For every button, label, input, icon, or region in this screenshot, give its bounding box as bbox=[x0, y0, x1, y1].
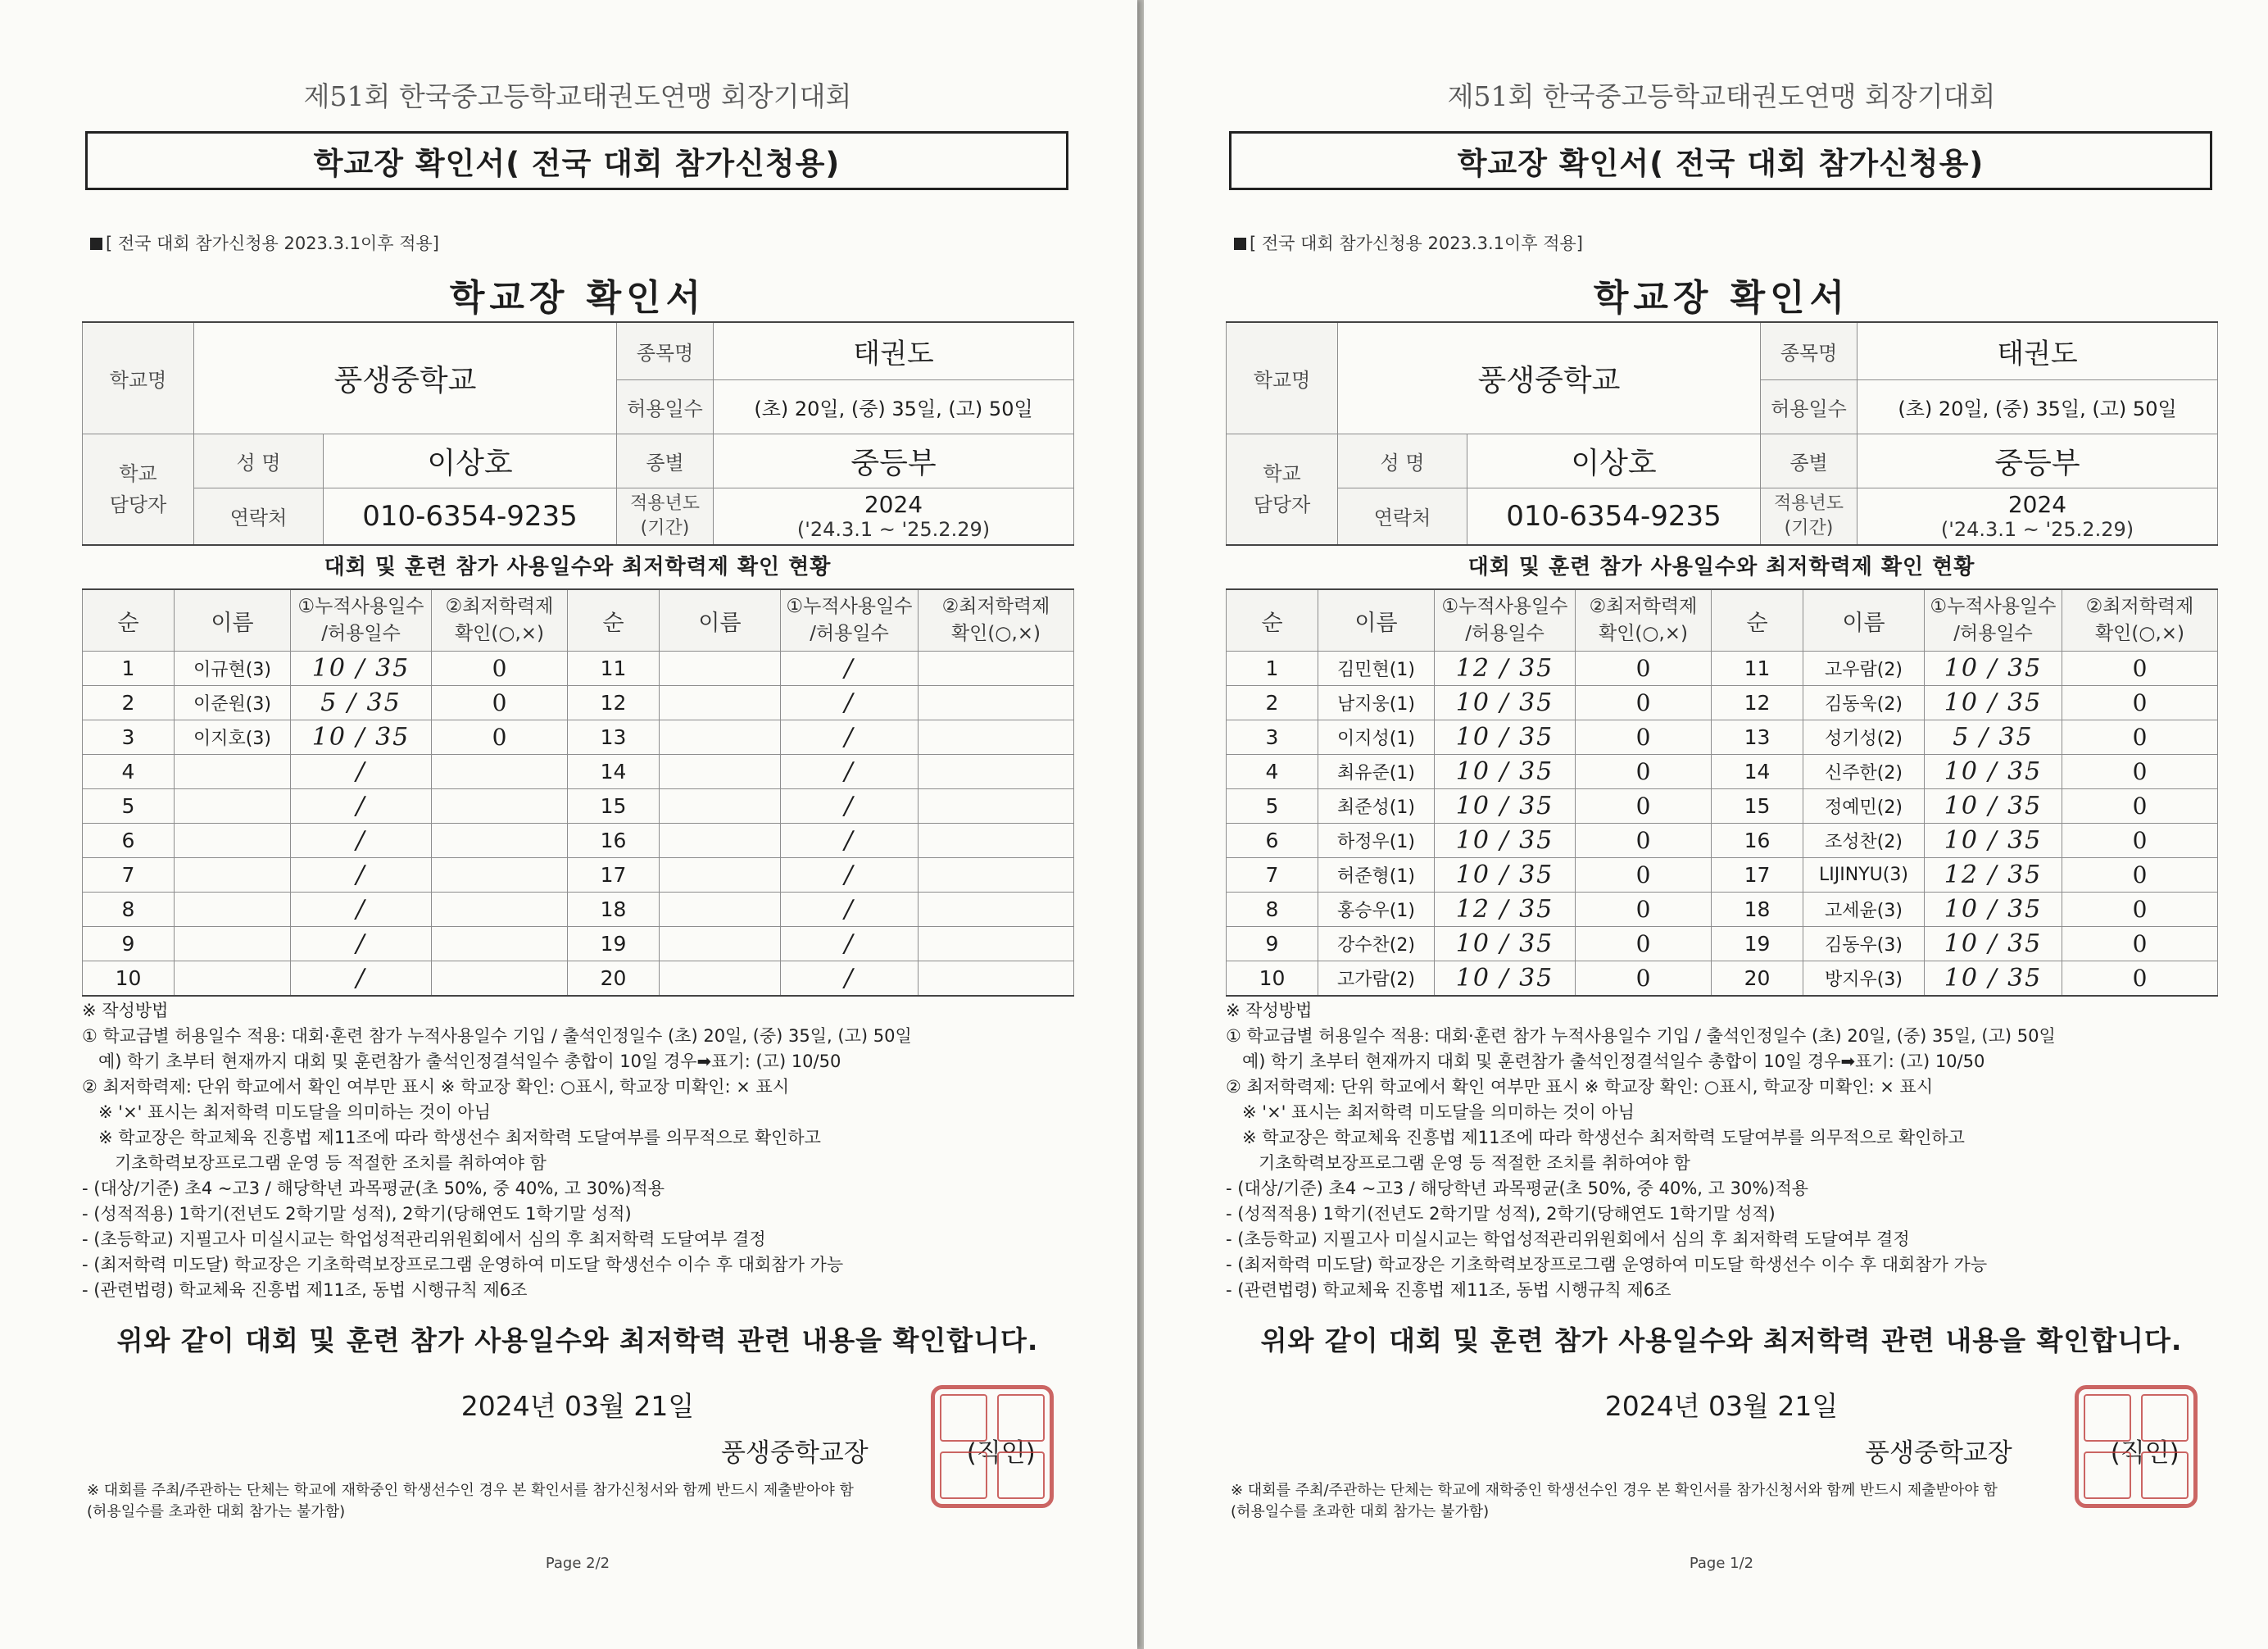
academic-check: 0 bbox=[1576, 652, 1712, 686]
col-min-academic: ②최저학력제 확인(○,×) bbox=[2062, 589, 2218, 652]
school-name-value: 풍생중학교 bbox=[1338, 322, 1761, 434]
row-no: 5 bbox=[83, 789, 175, 824]
table-row bbox=[83, 720, 1074, 755]
days-used: 10 / 35 bbox=[1435, 720, 1576, 755]
row-no: 3 bbox=[83, 720, 175, 755]
instruction-line: ※ '×' 표시는 최저학력 미도달을 의미하는 것이 아님 bbox=[82, 1102, 491, 1122]
year-value: 2024 ('24.3.1 ~ '25.2.29) bbox=[714, 488, 1074, 545]
table-row bbox=[1227, 824, 2218, 858]
athlete-name bbox=[175, 893, 291, 927]
days-used: 10 / 35 bbox=[1925, 789, 2062, 824]
table-row bbox=[83, 961, 1074, 997]
row-no: 1 bbox=[83, 652, 175, 686]
athlete-name: 이지성(1) bbox=[1318, 720, 1435, 755]
days-used: / bbox=[291, 893, 432, 927]
table-row bbox=[1227, 720, 2218, 755]
athlete-name: 고세윤(3) bbox=[1803, 893, 1925, 927]
row-no: 11 bbox=[1712, 652, 1803, 686]
athlete-name bbox=[175, 755, 291, 789]
days-used: 10 / 35 bbox=[1925, 652, 2062, 686]
roster-table bbox=[82, 588, 1074, 997]
days-used: 10 / 35 bbox=[1925, 961, 2062, 997]
athlete-name: 김동욱(2) bbox=[1803, 686, 1925, 720]
instructions bbox=[82, 998, 1082, 1303]
athlete-name: 하정우(1) bbox=[1318, 824, 1435, 858]
row-no: 10 bbox=[83, 961, 175, 997]
days-used: / bbox=[781, 927, 919, 961]
athlete-name: 이준원(3) bbox=[175, 686, 291, 720]
instruction-line: - (초등학교) 지필고사 미실시교는 학업성적관리위원회에서 심의 후 최저학력 도달여부 결정 bbox=[1226, 1229, 1910, 1249]
academic-check: 0 bbox=[1576, 824, 1712, 858]
academic-check: 0 bbox=[432, 720, 568, 755]
sport-value: 태권도 bbox=[1857, 322, 2218, 379]
athlete-name: 남지웅(1) bbox=[1318, 686, 1435, 720]
row-no: 3 bbox=[1227, 720, 1318, 755]
confirmation-statement: 위와 같이 대회 및 훈련 참가 사용일수와 최저학력 관련 내용을 확인합니다. bbox=[1260, 1324, 2183, 1356]
days-used: 10 / 35 bbox=[1435, 961, 1576, 997]
days-used: / bbox=[781, 893, 919, 927]
instruction-line: ① 학교급별 허용일수 적용: 대회·훈련 참가 누적사용일수 기입 / 출석인정일수 (초) 20일, (중) 35일, (고) 50일 bbox=[82, 1026, 912, 1046]
academic-check bbox=[919, 652, 1074, 686]
instruction-line: - (최저학력 미도달) 학교장은 기초학력보장프로그램 운영하여 미도달 학생선수 이수 후 대회참가 가능 bbox=[82, 1255, 844, 1274]
athlete-name: 김동우(3) bbox=[1803, 927, 1925, 961]
roster-header-row bbox=[1227, 589, 2218, 652]
col-days-used: ①누적사용일수 /허용일수 bbox=[781, 589, 919, 652]
table-row bbox=[1227, 755, 2218, 789]
square-bullet-icon bbox=[1234, 238, 1246, 250]
instruction-line: ※ 학교장은 학교체육 진흥법 제11조에 따라 학생선수 최저학력 도달여부를 의무적으로 확인하고 bbox=[82, 1128, 821, 1147]
allowed-days-value: (초) 20일, (중) 35일, (고) 50일 bbox=[714, 379, 1074, 434]
academic-check bbox=[919, 720, 1074, 755]
table-row bbox=[83, 893, 1074, 927]
instruction-line: - (관련법령) 학교체육 진흥법 제11조, 동법 시행규칙 제6조 bbox=[82, 1280, 528, 1300]
row-no: 13 bbox=[1712, 720, 1803, 755]
table-row bbox=[83, 652, 1074, 686]
academic-check bbox=[432, 927, 568, 961]
academic-check: 0 bbox=[1576, 961, 1712, 997]
school-name-label: 학교명 bbox=[1227, 322, 1338, 434]
athlete-name: 조성찬(2) bbox=[1803, 824, 1925, 858]
athlete-name bbox=[660, 720, 781, 755]
sport-value: 태권도 bbox=[714, 322, 1074, 379]
table-row bbox=[1227, 858, 2218, 893]
athlete-name: LIJINYU(3) bbox=[1803, 858, 1925, 893]
days-used: 10 / 35 bbox=[1435, 755, 1576, 789]
instruction-line: ※ 작성방법 bbox=[82, 1001, 169, 1020]
col-min-academic: ②최저학력제 확인(○,×) bbox=[1576, 589, 1712, 652]
athlete-name: 고가람(2) bbox=[1318, 961, 1435, 997]
instruction-line: - (관련법령) 학교체육 진흥법 제11조, 동법 시행규칙 제6조 bbox=[1226, 1280, 1672, 1300]
row-no: 9 bbox=[1227, 927, 1318, 961]
athlete-name bbox=[660, 755, 781, 789]
days-used: / bbox=[781, 858, 919, 893]
days-used: / bbox=[291, 755, 432, 789]
form-version-note: [ 전국 대회 참가신청용 2023.3.1이후 적용] bbox=[1234, 230, 1583, 255]
col-days-used: ①누적사용일수 /허용일수 bbox=[291, 589, 432, 652]
athlete-name: 고우람(2) bbox=[1803, 652, 1925, 686]
academic-check: 0 bbox=[2062, 652, 2218, 686]
academic-check: 0 bbox=[1576, 686, 1712, 720]
academic-check bbox=[919, 858, 1074, 893]
academic-check: 0 bbox=[2062, 824, 2218, 858]
academic-check bbox=[919, 927, 1074, 961]
row-no: 12 bbox=[568, 686, 660, 720]
athlete-name: 정예민(2) bbox=[1803, 789, 1925, 824]
athlete-name bbox=[660, 858, 781, 893]
academic-check: 0 bbox=[1576, 858, 1712, 893]
staff-name-value: 이상호 bbox=[324, 434, 617, 488]
row-no: 20 bbox=[568, 961, 660, 997]
athlete-name bbox=[175, 858, 291, 893]
row-no: 7 bbox=[1227, 858, 1318, 893]
athlete-name: 허준형(1) bbox=[1318, 858, 1435, 893]
staff-name-value: 이상호 bbox=[1467, 434, 1761, 488]
contact-label: 연락처 bbox=[194, 488, 324, 545]
academic-check: 0 bbox=[2062, 789, 2218, 824]
days-used: 10 / 35 bbox=[1925, 824, 2062, 858]
roster-subheading: 대회 및 훈련 참가 사용일수와 최저학력제 확인 현황 bbox=[1467, 555, 1975, 579]
academic-check bbox=[919, 755, 1074, 789]
principal-signature: 풍생중학교장 (직인) bbox=[1865, 1438, 2180, 1468]
table-row bbox=[1227, 686, 2218, 720]
sport-label: 종목명 bbox=[1761, 322, 1857, 379]
allowed-days-label: 허용일수 bbox=[617, 379, 714, 434]
athlete-name: 김민현(1) bbox=[1318, 652, 1435, 686]
athlete-name: 이규현(3) bbox=[175, 652, 291, 686]
page-number: Page 1/2 bbox=[1689, 1555, 1754, 1572]
days-used: 10 / 35 bbox=[1435, 824, 1576, 858]
row-no: 17 bbox=[568, 858, 660, 893]
table-row bbox=[83, 858, 1074, 893]
academic-check bbox=[919, 961, 1074, 997]
instruction-line: - (최저학력 미도달) 학교장은 기초학력보장프로그램 운영하여 미도달 학생선수 이수 후 대회참가 가능 bbox=[1226, 1255, 1988, 1274]
days-used: 10 / 35 bbox=[1925, 893, 2062, 927]
athlete-name bbox=[660, 789, 781, 824]
roster-header-row bbox=[83, 589, 1074, 652]
academic-check: 0 bbox=[2062, 686, 2218, 720]
days-used: 10 / 35 bbox=[1435, 927, 1576, 961]
row-no: 4 bbox=[83, 755, 175, 789]
academic-check: 0 bbox=[432, 686, 568, 720]
roster-table bbox=[1226, 588, 2218, 997]
days-used: / bbox=[291, 858, 432, 893]
table-row bbox=[83, 755, 1074, 789]
athlete-name: 강수찬(2) bbox=[1318, 927, 1435, 961]
athlete-name bbox=[660, 824, 781, 858]
days-used: 10 / 35 bbox=[1925, 686, 2062, 720]
athlete-name: 방지우(3) bbox=[1803, 961, 1925, 997]
col-name: 이름 bbox=[660, 589, 781, 652]
year-label: 적용년도 (기간) bbox=[617, 488, 714, 545]
instruction-line: ※ 작성방법 bbox=[1226, 1001, 1313, 1020]
footer-note: ※ 대회를 주최/주관하는 단체는 학교에 재학중인 학생선수인 경우 본 확인서를 참가신청서와 함께 반드시 제출받아야 함 (허용일수를 초과한 대회 참가는 불가함) bbox=[87, 1482, 854, 1520]
days-used: / bbox=[781, 720, 919, 755]
days-used: / bbox=[291, 824, 432, 858]
signature-date: 2024년 03월 21일 bbox=[460, 1390, 695, 1422]
athlete-name: 최유준(1) bbox=[1318, 755, 1435, 789]
seal-label: (직인) bbox=[966, 1438, 1036, 1468]
contact-value: 010-6354-9235 bbox=[324, 488, 617, 545]
table-row bbox=[1227, 893, 2218, 927]
instruction-line: 기초학력보장프로그램 운영 등 적절한 조치를 취하여야 함 bbox=[1226, 1153, 1690, 1173]
athlete-name: 성기성(2) bbox=[1803, 720, 1925, 755]
row-no: 6 bbox=[83, 824, 175, 858]
col-days-used: ①누적사용일수 /허용일수 bbox=[1925, 589, 2062, 652]
days-used: 5 / 35 bbox=[291, 686, 432, 720]
days-used: 5 / 35 bbox=[1925, 720, 2062, 755]
days-used: / bbox=[781, 789, 919, 824]
days-used: 12 / 35 bbox=[1925, 858, 2062, 893]
athlete-name bbox=[175, 961, 291, 997]
school-info-table bbox=[82, 321, 1074, 546]
table-row bbox=[1227, 652, 2218, 686]
days-used: 10 / 35 bbox=[1925, 927, 2062, 961]
col-name: 이름 bbox=[1318, 589, 1435, 652]
year-value: 2024 ('24.3.1 ~ '25.2.29) bbox=[1857, 488, 2218, 545]
col-no: 순 bbox=[1712, 589, 1803, 652]
instruction-line: ① 학교급별 허용일수 적용: 대회·훈련 참가 누적사용일수 기입 / 출석인정일수 (초) 20일, (중) 35일, (고) 50일 bbox=[1226, 1026, 2056, 1046]
athlete-name bbox=[175, 927, 291, 961]
days-used: 10 / 35 bbox=[291, 720, 432, 755]
seal-label: (직인) bbox=[2110, 1438, 2180, 1468]
athlete-name: 이지호(3) bbox=[175, 720, 291, 755]
instruction-line: 예) 학기 초부터 현재까지 대회 및 훈련참가 출석인정결석일수 총합이 10일 경우➡표기: (고) 10/50 bbox=[1226, 1052, 1985, 1071]
instruction-line: - (성적적용) 1학기(전년도 2학기말 성적), 2학기(당해연도 1학기말 성적) bbox=[82, 1204, 632, 1224]
contact-label: 연락처 bbox=[1338, 488, 1467, 545]
days-used: 10 / 35 bbox=[291, 652, 432, 686]
days-used: / bbox=[781, 755, 919, 789]
days-used: / bbox=[291, 961, 432, 997]
row-no: 8 bbox=[1227, 893, 1318, 927]
col-name: 이름 bbox=[175, 589, 291, 652]
col-days-used: ①누적사용일수 /허용일수 bbox=[1435, 589, 1576, 652]
row-no: 6 bbox=[1227, 824, 1318, 858]
division-value: 중등부 bbox=[1857, 434, 2218, 488]
footer-note: ※ 대회를 주최/주관하는 단체는 학교에 재학중인 학생선수인 경우 본 확인서를 참가신청서와 함께 반드시 제출받아야 함 (허용일수를 초과한 대회 참가는 불가함) bbox=[1231, 1482, 1998, 1520]
academic-check: 0 bbox=[1576, 789, 1712, 824]
days-used: 10 / 35 bbox=[1435, 789, 1576, 824]
academic-check: 0 bbox=[2062, 927, 2218, 961]
table-row bbox=[83, 789, 1074, 824]
row-no: 13 bbox=[568, 720, 660, 755]
row-no: 19 bbox=[1712, 927, 1803, 961]
academic-check: 0 bbox=[2062, 893, 2218, 927]
academic-check bbox=[432, 858, 568, 893]
academic-check: 0 bbox=[432, 652, 568, 686]
instruction-line: ※ '×' 표시는 최저학력 미도달을 의미하는 것이 아님 bbox=[1226, 1102, 1635, 1122]
sport-label: 종목명 bbox=[617, 322, 714, 379]
academic-check bbox=[919, 893, 1074, 927]
row-no: 10 bbox=[1227, 961, 1318, 997]
athlete-name bbox=[175, 789, 291, 824]
form-title: 학교장 확인서( 전국 대회 참가신청용) bbox=[85, 131, 1068, 190]
col-min-academic: ②최저학력제 확인(○,×) bbox=[432, 589, 568, 652]
form-version-note: [ 전국 대회 참가신청용 2023.3.1이후 적용] bbox=[90, 230, 439, 255]
academic-check bbox=[432, 893, 568, 927]
document-page-right bbox=[1144, 0, 2268, 1649]
academic-check: 0 bbox=[1576, 755, 1712, 789]
table-row bbox=[1227, 789, 2218, 824]
instruction-line: 기초학력보장프로그램 운영 등 적절한 조치를 취하여야 함 bbox=[82, 1153, 547, 1173]
days-used: / bbox=[781, 652, 919, 686]
row-no: 15 bbox=[568, 789, 660, 824]
staff-name-label: 성 명 bbox=[1338, 434, 1467, 488]
academic-check: 0 bbox=[2062, 858, 2218, 893]
col-name: 이름 bbox=[1803, 589, 1925, 652]
row-no: 5 bbox=[1227, 789, 1318, 824]
form-title: 학교장 확인서( 전국 대회 참가신청용) bbox=[1229, 131, 2212, 190]
athlete-name bbox=[660, 893, 781, 927]
table-row bbox=[83, 927, 1074, 961]
athlete-name bbox=[175, 824, 291, 858]
days-used: 10 / 35 bbox=[1435, 858, 1576, 893]
school-info-table bbox=[1226, 321, 2218, 546]
row-no: 15 bbox=[1712, 789, 1803, 824]
school-name-value: 풍생중학교 bbox=[194, 322, 617, 434]
athlete-name: 신주한(2) bbox=[1803, 755, 1925, 789]
academic-check bbox=[432, 961, 568, 997]
document-heading: 학교장 확인서 bbox=[1593, 277, 1850, 319]
row-no: 18 bbox=[1712, 893, 1803, 927]
instructions bbox=[1226, 998, 2225, 1303]
school-name-label: 학교명 bbox=[83, 322, 194, 434]
row-no: 11 bbox=[568, 652, 660, 686]
academic-check bbox=[919, 789, 1074, 824]
instruction-line: - (대상/기준) 초4 ~고3 / 해당학년 과목평균(초 50%, 중 40%, 고 30%)적용 bbox=[82, 1179, 665, 1198]
row-no: 16 bbox=[568, 824, 660, 858]
row-no: 7 bbox=[83, 858, 175, 893]
document-heading: 학교장 확인서 bbox=[449, 277, 706, 319]
instruction-line: ② 최저학력제: 단위 학교에서 확인 여부만 표시 ※ 학교장 확인: ○표시, 학교장 미확인: × 표시 bbox=[82, 1077, 790, 1097]
row-no: 12 bbox=[1712, 686, 1803, 720]
event-title: 제51회 한국중고등학교태권도연맹 회장기대회 bbox=[303, 80, 852, 112]
days-used: 10 / 35 bbox=[1435, 686, 1576, 720]
row-no: 1 bbox=[1227, 652, 1318, 686]
athlete-name bbox=[660, 652, 781, 686]
event-title: 제51회 한국중고등학교태권도연맹 회장기대회 bbox=[1447, 80, 1996, 112]
academic-check: 0 bbox=[2062, 961, 2218, 997]
instruction-line: ② 최저학력제: 단위 학교에서 확인 여부만 표시 ※ 학교장 확인: ○표시, 학교장 미확인: × 표시 bbox=[1226, 1077, 1934, 1097]
days-used: 12 / 35 bbox=[1435, 893, 1576, 927]
days-used: 12 / 35 bbox=[1435, 652, 1576, 686]
roster-subheading: 대회 및 훈련 참가 사용일수와 최저학력제 확인 현황 bbox=[324, 555, 832, 579]
row-no: 20 bbox=[1712, 961, 1803, 997]
allowed-days-label: 허용일수 bbox=[1761, 379, 1857, 434]
academic-check: 0 bbox=[1576, 927, 1712, 961]
row-no: 8 bbox=[83, 893, 175, 927]
academic-check bbox=[432, 789, 568, 824]
academic-check: 0 bbox=[1576, 893, 1712, 927]
confirmation-statement: 위와 같이 대회 및 훈련 참가 사용일수와 최저학력 관련 내용을 확인합니다. bbox=[116, 1324, 1039, 1356]
days-used: 10 / 35 bbox=[1925, 755, 2062, 789]
row-no: 4 bbox=[1227, 755, 1318, 789]
square-bullet-icon bbox=[90, 238, 102, 250]
academic-check bbox=[432, 755, 568, 789]
staff-name-label: 성 명 bbox=[194, 434, 324, 488]
instruction-line: - (대상/기준) 초4 ~고3 / 해당학년 과목평균(초 50%, 중 40%, 고 30%)적용 bbox=[1226, 1179, 1809, 1198]
row-no: 17 bbox=[1712, 858, 1803, 893]
academic-check bbox=[919, 824, 1074, 858]
allowed-days-value: (초) 20일, (중) 35일, (고) 50일 bbox=[1857, 379, 2218, 434]
days-used: / bbox=[781, 824, 919, 858]
row-no: 16 bbox=[1712, 824, 1803, 858]
row-no: 9 bbox=[83, 927, 175, 961]
row-no: 14 bbox=[1712, 755, 1803, 789]
staff-label: 학교 담당자 bbox=[83, 434, 194, 545]
days-used: / bbox=[291, 789, 432, 824]
principal-signature: 풍생중학교장 (직인) bbox=[721, 1438, 1036, 1468]
row-no: 19 bbox=[568, 927, 660, 961]
col-no: 순 bbox=[1227, 589, 1318, 652]
row-no: 18 bbox=[568, 893, 660, 927]
table-row bbox=[83, 686, 1074, 720]
academic-check: 0 bbox=[2062, 720, 2218, 755]
division-value: 중등부 bbox=[714, 434, 1074, 488]
division-label: 종별 bbox=[617, 434, 714, 488]
athlete-name bbox=[660, 961, 781, 997]
year-label: 적용년도 (기간) bbox=[1761, 488, 1857, 545]
athlete-name: 홍승우(1) bbox=[1318, 893, 1435, 927]
table-row bbox=[83, 824, 1074, 858]
athlete-name: 최준성(1) bbox=[1318, 789, 1435, 824]
days-used: / bbox=[781, 961, 919, 997]
row-no: 2 bbox=[1227, 686, 1318, 720]
col-no: 순 bbox=[568, 589, 660, 652]
instruction-line: ※ 학교장은 학교체육 진흥법 제11조에 따라 학생선수 최저학력 도달여부를 의무적으로 확인하고 bbox=[1226, 1128, 1965, 1147]
instruction-line: - (초등학교) 지필고사 미실시교는 학업성적관리위원회에서 심의 후 최저학력 도달여부 결정 bbox=[82, 1229, 766, 1249]
table-row bbox=[1227, 961, 2218, 997]
athlete-name bbox=[660, 927, 781, 961]
staff-label: 학교 담당자 bbox=[1227, 434, 1338, 545]
instruction-line: 예) 학기 초부터 현재까지 대회 및 훈련참가 출석인정결석일수 총합이 10일 경우➡표기: (고) 10/50 bbox=[82, 1052, 841, 1071]
col-min-academic: ②최저학력제 확인(○,×) bbox=[919, 589, 1074, 652]
instruction-line: - (성적적용) 1학기(전년도 2학기말 성적), 2학기(당해연도 1학기말 성적) bbox=[1226, 1204, 1776, 1224]
academic-check: 0 bbox=[1576, 720, 1712, 755]
table-row bbox=[1227, 927, 2218, 961]
days-used: / bbox=[781, 686, 919, 720]
page-number: Page 2/2 bbox=[545, 1555, 610, 1572]
academic-check bbox=[919, 686, 1074, 720]
athlete-name bbox=[660, 686, 781, 720]
academic-check: 0 bbox=[2062, 755, 2218, 789]
signature-date: 2024년 03월 21일 bbox=[1604, 1390, 1839, 1422]
col-no: 순 bbox=[83, 589, 175, 652]
division-label: 종별 bbox=[1761, 434, 1857, 488]
academic-check bbox=[432, 824, 568, 858]
row-no: 2 bbox=[83, 686, 175, 720]
contact-value: 010-6354-9235 bbox=[1467, 488, 1761, 545]
row-no: 14 bbox=[568, 755, 660, 789]
days-used: / bbox=[291, 927, 432, 961]
